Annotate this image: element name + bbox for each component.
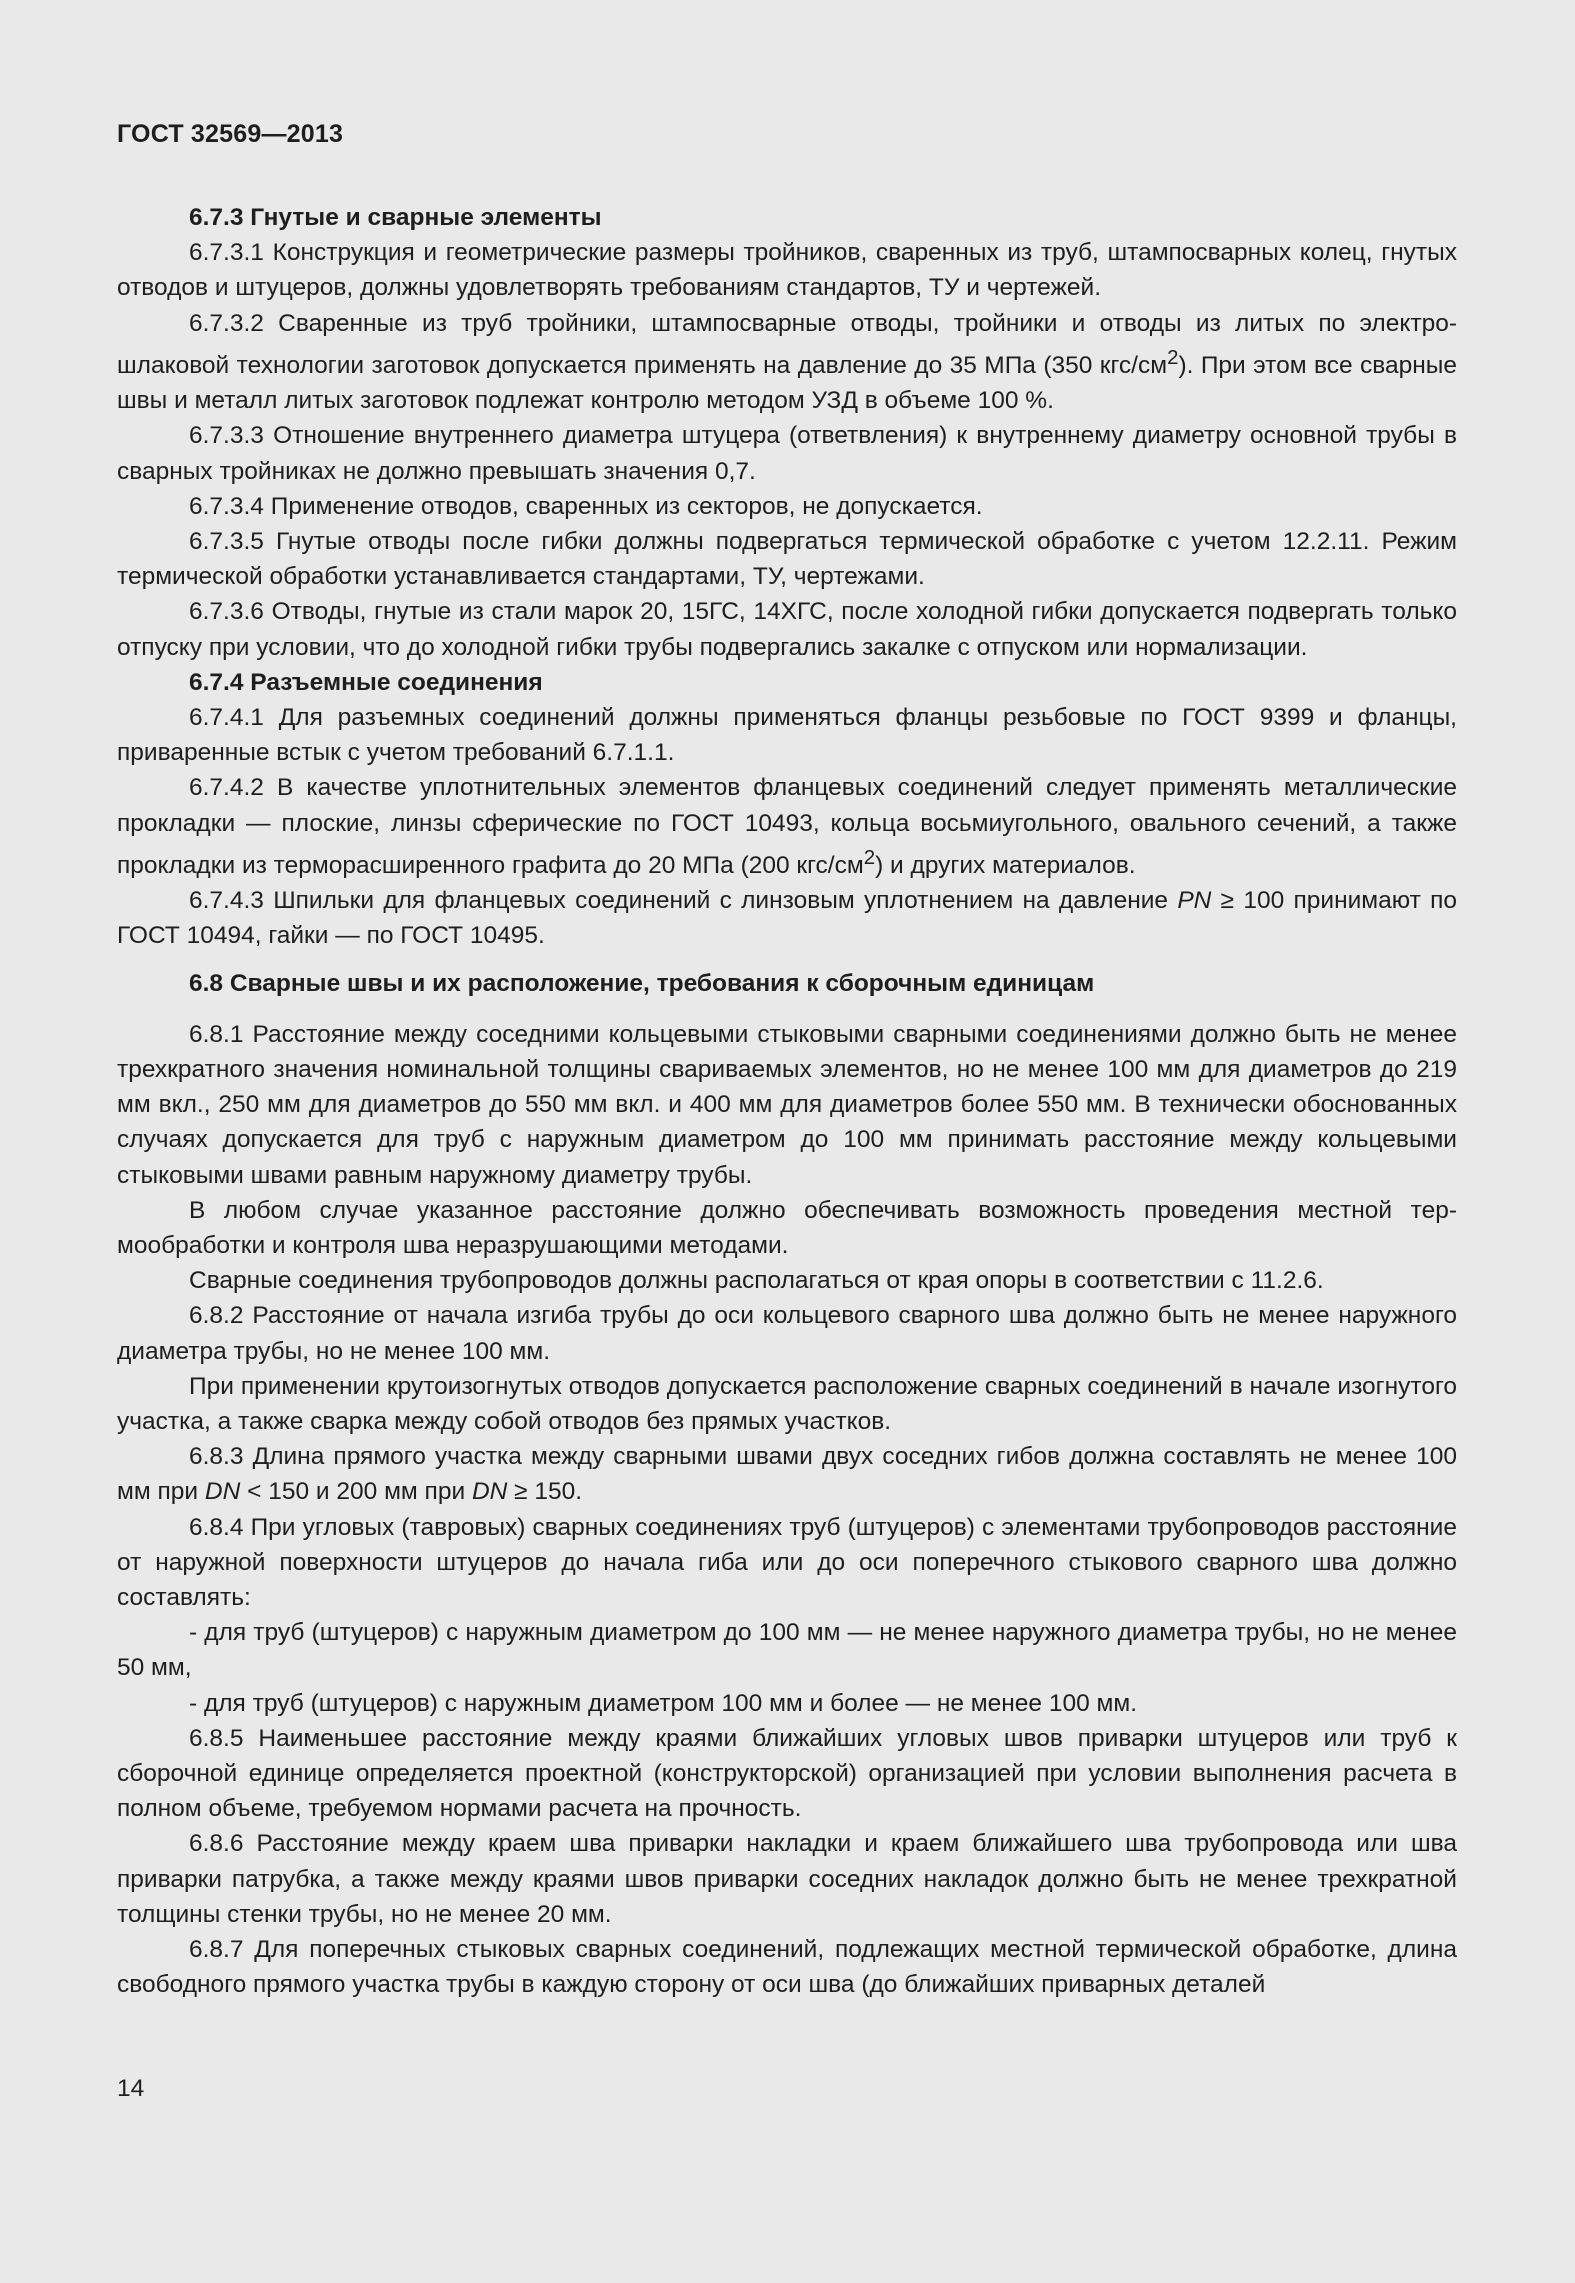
paragraph-6-8-2: 6.8.2 Расстояние от начала изгиба трубы до оси кольцевого сварного шва должно быть не менее наружного диаметра трубы, но не менее 100 мм. [117, 1302, 1457, 1365]
paragraph-6-8-4: 6.8.4 При угловых (тавровых) сварных соединениях труб (штуцеров) с элементами трубопроводов расстояние от наружной поверхности штуцеров до начала гиба или до оси поперечного стыкового сварного шва должно составлять: [117, 1513, 1457, 1612]
paragraph-6-7-3-3: 6.7.3.3 Отношение внутреннего диаметра штуцера (ответвления) к внутреннему диаметру основной трубы в сварных тройниках не должно превышать значения 0,7. [117, 422, 1457, 485]
paragraph-6-8-1-cont: В любом случае указанное расстояние должно обеспечивать возможность проведения местной термообработки и контроля шва неразрушающими методами. [117, 1196, 1457, 1259]
section-heading-6-8: 6.8 Сварные швы и их расположение, требования к сборочным единицам [189, 969, 1095, 997]
paragraph-6-8-5: 6.8.5 Наименьшее расстояние между краями ближайших угловых швов приварки штуцеров или труб к сборочной единице определяется проектной (конструкторской) организацией при условии выполнения расчета в полном объеме, требуемом нормами расчета на прочность. [117, 1724, 1457, 1823]
paragraph-6-7-3-4: 6.7.3.4 Применение отводов, сваренных из секторов, не допускается. [189, 492, 983, 520]
paragraph-6-7-4-3: 6.7.4.3 Шпильки для фланцевых соединений с линзовым уплотнением на давление PN ≥ 100 принимают по ГОСТ 10494, гайки — по ГОСТ 10495. [117, 887, 1458, 950]
document-body [117, 200, 1457, 2002]
paragraph-6-8-7: 6.8.7 Для поперечных стыковых сварных соединений, подлежащих местной термической обработке, длина свободного прямого участка трубы в каждую сторону от оси шва (до ближайших приварных деталей [117, 1936, 1457, 1999]
list-item: - для труб (штуцеров) с наружным диаметром до 100 мм — не менее наружного диаметра трубы, но не менее 50 мм, [117, 1619, 1457, 1682]
paragraph-6-7-3-1: 6.7.3.1 Конструкция и геометрические размеры тройников, сваренных из труб, штампосварных колец, гнутых отводов и штуцеров, должны удовлетворять требованиям стандартов, ТУ и чертежей. [117, 239, 1457, 302]
page-number: 14 [117, 2075, 145, 2102]
paragraph-6-8-3: 6.8.3 Длина прямого участка между сварными швами двух соседних гибов должна составлять не менее 100 мм при DN < 150 и 200 мм при DN ≥ 150. [117, 1443, 1457, 1506]
document-header: ГОСТ 32569—2013 [117, 120, 344, 148]
paragraph-6-8-2-cont: При применении крутоизогнутых отводов допускается расположение сварных соединений в начале изогнутого участка, а также сварка между собой отводов без прямых участков. [117, 1372, 1457, 1436]
section-heading-6-7-4: 6.7.4 Разъемные соединения [189, 668, 543, 696]
paragraph-6-8-1-supports: Сварные соединения трубопроводов должны располагаться от края опоры в соответствии с 11.2.6. [189, 1267, 1324, 1295]
paragraph-6-7-4-2: 6.7.4.2 В качестве уплотнительных элементов фланцевых соединений следует применять металлические прокладки — плоские, линзы сферические по ГОСТ 10493, кольца восьмиугольного, овального сечений, а также прокладки из терморасширенного графита до 20 МПа (200 кгс/$см^2$) и других материалов. [117, 774, 1457, 879]
paragraph-6-7-3-2: 6.7.3.2 Сваренные из труб тройники, штампосварные отводы, тройники и отводы из литых по электрошлаковой технологии заготовок допускается применять на давление до 35 МПа (350 кгс/$см^2$). При этом все сварные швы и металл литых заготовок подлежат контролю методом УЗД в объеме 100 %. [117, 309, 1457, 415]
section-heading-6-7-3: 6.7.3 Гнутые и сварные элементы [189, 204, 602, 231]
paragraph-6-8-6: 6.8.6 Расстояние между краем шва приварки накладки и краем ближайшего шва трубопровода или шва приварки патрубка, а также между краями швов приварки соседних накладок должно быть не менее трехкратной толщины стенки трубы, но не менее 20 мм. [117, 1830, 1457, 1928]
paragraph-6-7-3-5: 6.7.3.5 Гнутые отводы после гибки должны подвергаться термической обработке с учетом 12.2.11. Режим термической обработки устанавливается стандартами, ТУ, чертежами. [117, 527, 1457, 591]
list-item: - для труб (штуцеров) с наружным диаметром 100 мм и более — не менее 100 мм. [189, 1689, 1138, 1717]
paragraph-6-8-1: 6.8.1 Расстояние между соседними кольцевыми стыковыми сварными соединениями должно быть не менее трехкратного значения номинальной толщины свариваемых элементов, но не менее 100 мм для диаметров до 219 мм вкл., 250 мм для диаметров до 550 мм вкл. и 400 мм для диаметров более 550 мм. В технически обоснованных случаях допускается для труб с наружным диаметром до 100 мм принимать расстояние между кольцевыми стыковыми швами равным наружному диаметру трубы. [117, 1020, 1457, 1189]
paragraph-6-7-3-6: 6.7.3.6 Отводы, гнутые из стали марок 20, 15ГС, 14ХГС, после холодной гибки допускается подвергать только отпуску при условии, что до холодной гибки трубы подвергались закалке с отпуском или нормализации. [117, 598, 1457, 661]
paragraph-6-7-4-1: 6.7.4.1 Для разъемных соединений должны применяться фланцы резьбовые по ГОСТ 9399 и фланцы, приваренные встык с учетом требований 6.7.1.1. [117, 704, 1457, 767]
